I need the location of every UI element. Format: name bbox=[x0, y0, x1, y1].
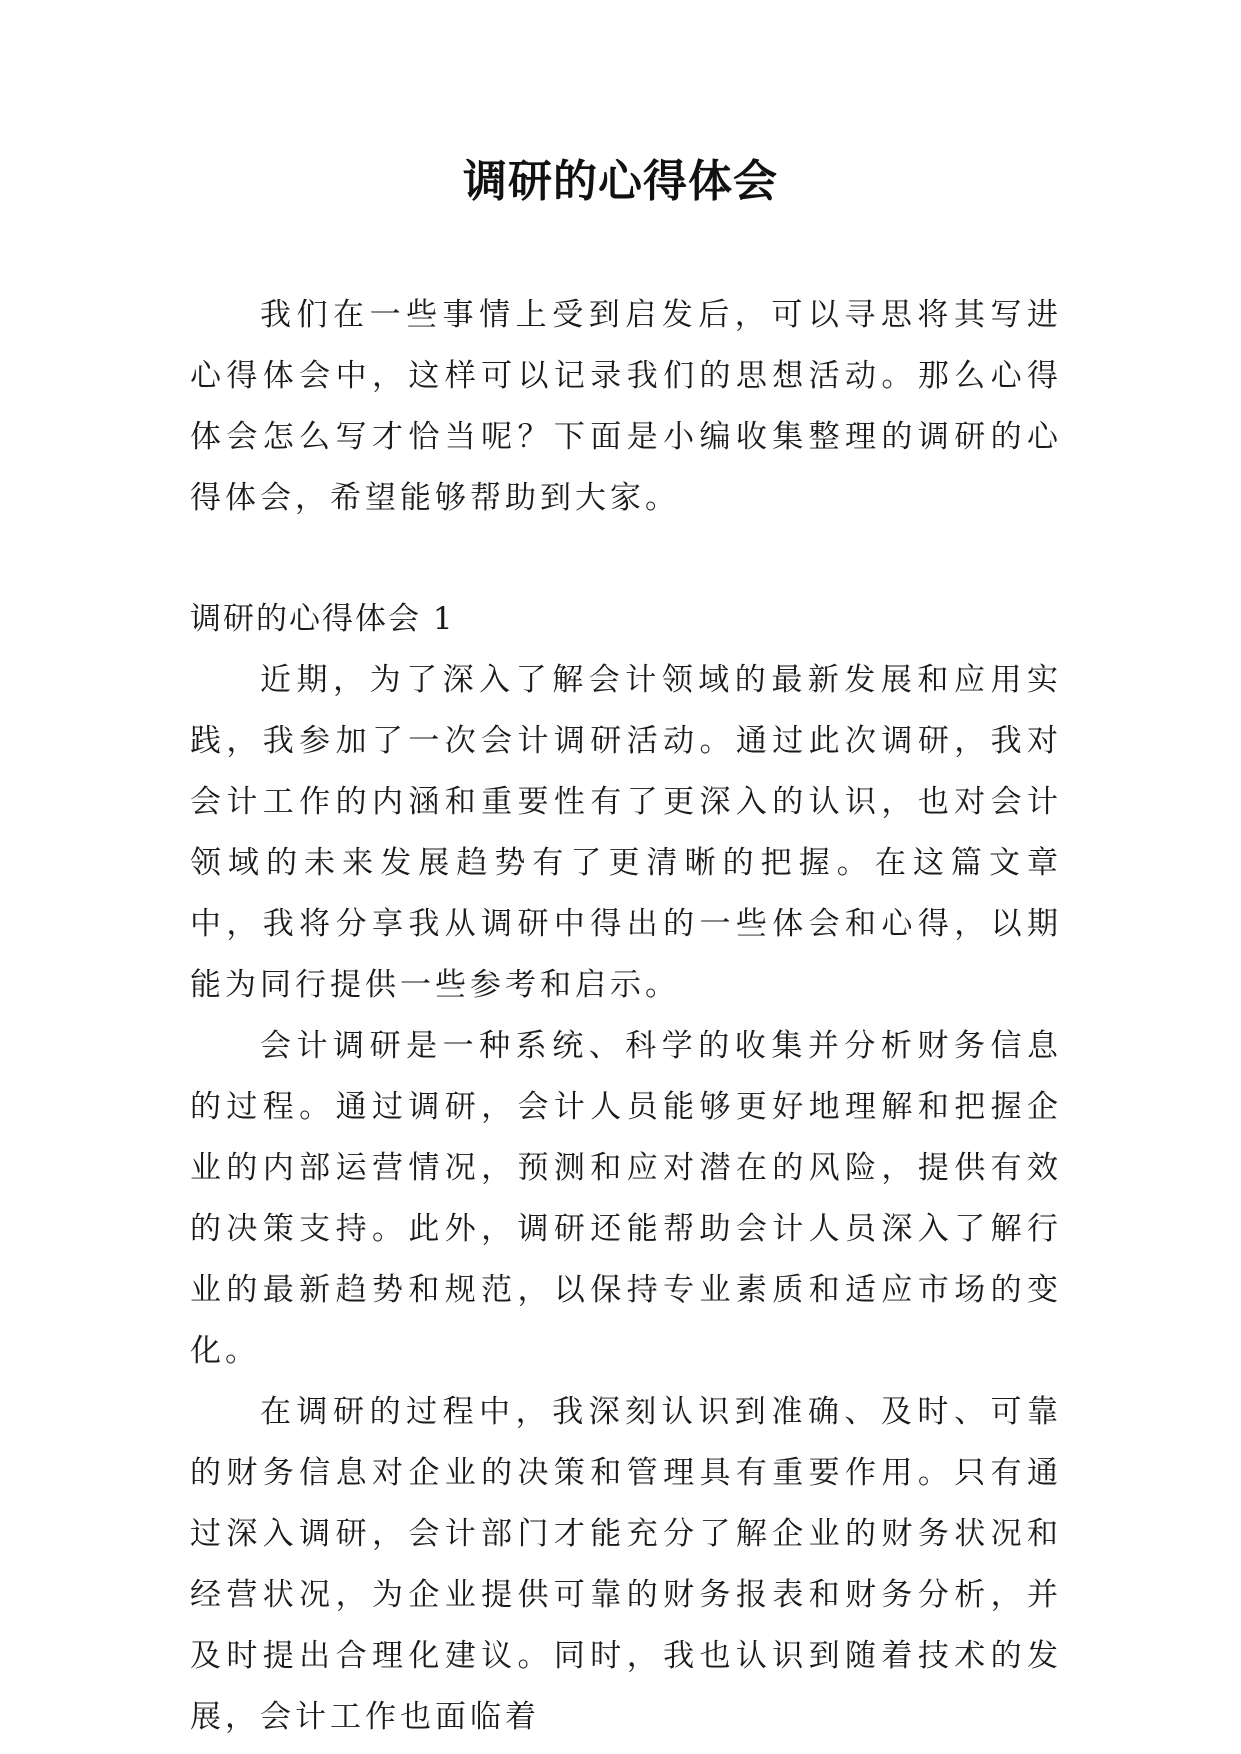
page-title: 调研的心得体会 bbox=[463, 156, 778, 207]
section-heading: 调研的心得体会 1 bbox=[190, 601, 455, 637]
body-paragraph-2: 会计调研是一种系统、科学的收集并分析财务信息的过程。通过调研，会计人员能够更好地理解和把握企业的内部运营情况，预测和应对潜在的风险，提供有效的决策支持。此外，调研还能帮助会计人员深入了解行业的最新趋势和规范，以保持专业素质和适应市场的变化。 bbox=[190, 1028, 1062, 1369]
body-paragraph-1: 近期，为了深入了解会计领域的最新发展和应用实践，我参加了一次会计调研活动。通过此次调研，我对会计工作的内涵和重要性有了更深入的认识，也对会计领域的未来发展趋势有了更清晰的把握。在这篇文章中，我将分享我从调研中得出的一些体会和心得，以期能为同行提供一些参考和启示。 bbox=[190, 662, 1062, 1003]
paragraph-spacer bbox=[190, 529, 1062, 589]
document-body bbox=[190, 285, 1062, 1748]
intro-paragraph: 我们在一些事情上受到启发后，可以寻思将其写进心得体会中，这样可以记录我们的思想活动。那么心得体会怎么写才恰当呢？下面是小编收集整理的调研的心得体会，希望能够帮助到大家。 bbox=[190, 297, 1062, 516]
body-paragraph-3: 在调研的过程中，我深刻认识到准确、及时、可靠的财务信息对企业的决策和管理具有重要作用。只有通过深入调研，会计部门才能充分了解企业的财务状况和经营状况，为企业提供可靠的财务报表和财务分析，并及时提出合理化建议。同时，我也认识到随着技术的发展，会计工作也面临着 bbox=[190, 1394, 1062, 1735]
